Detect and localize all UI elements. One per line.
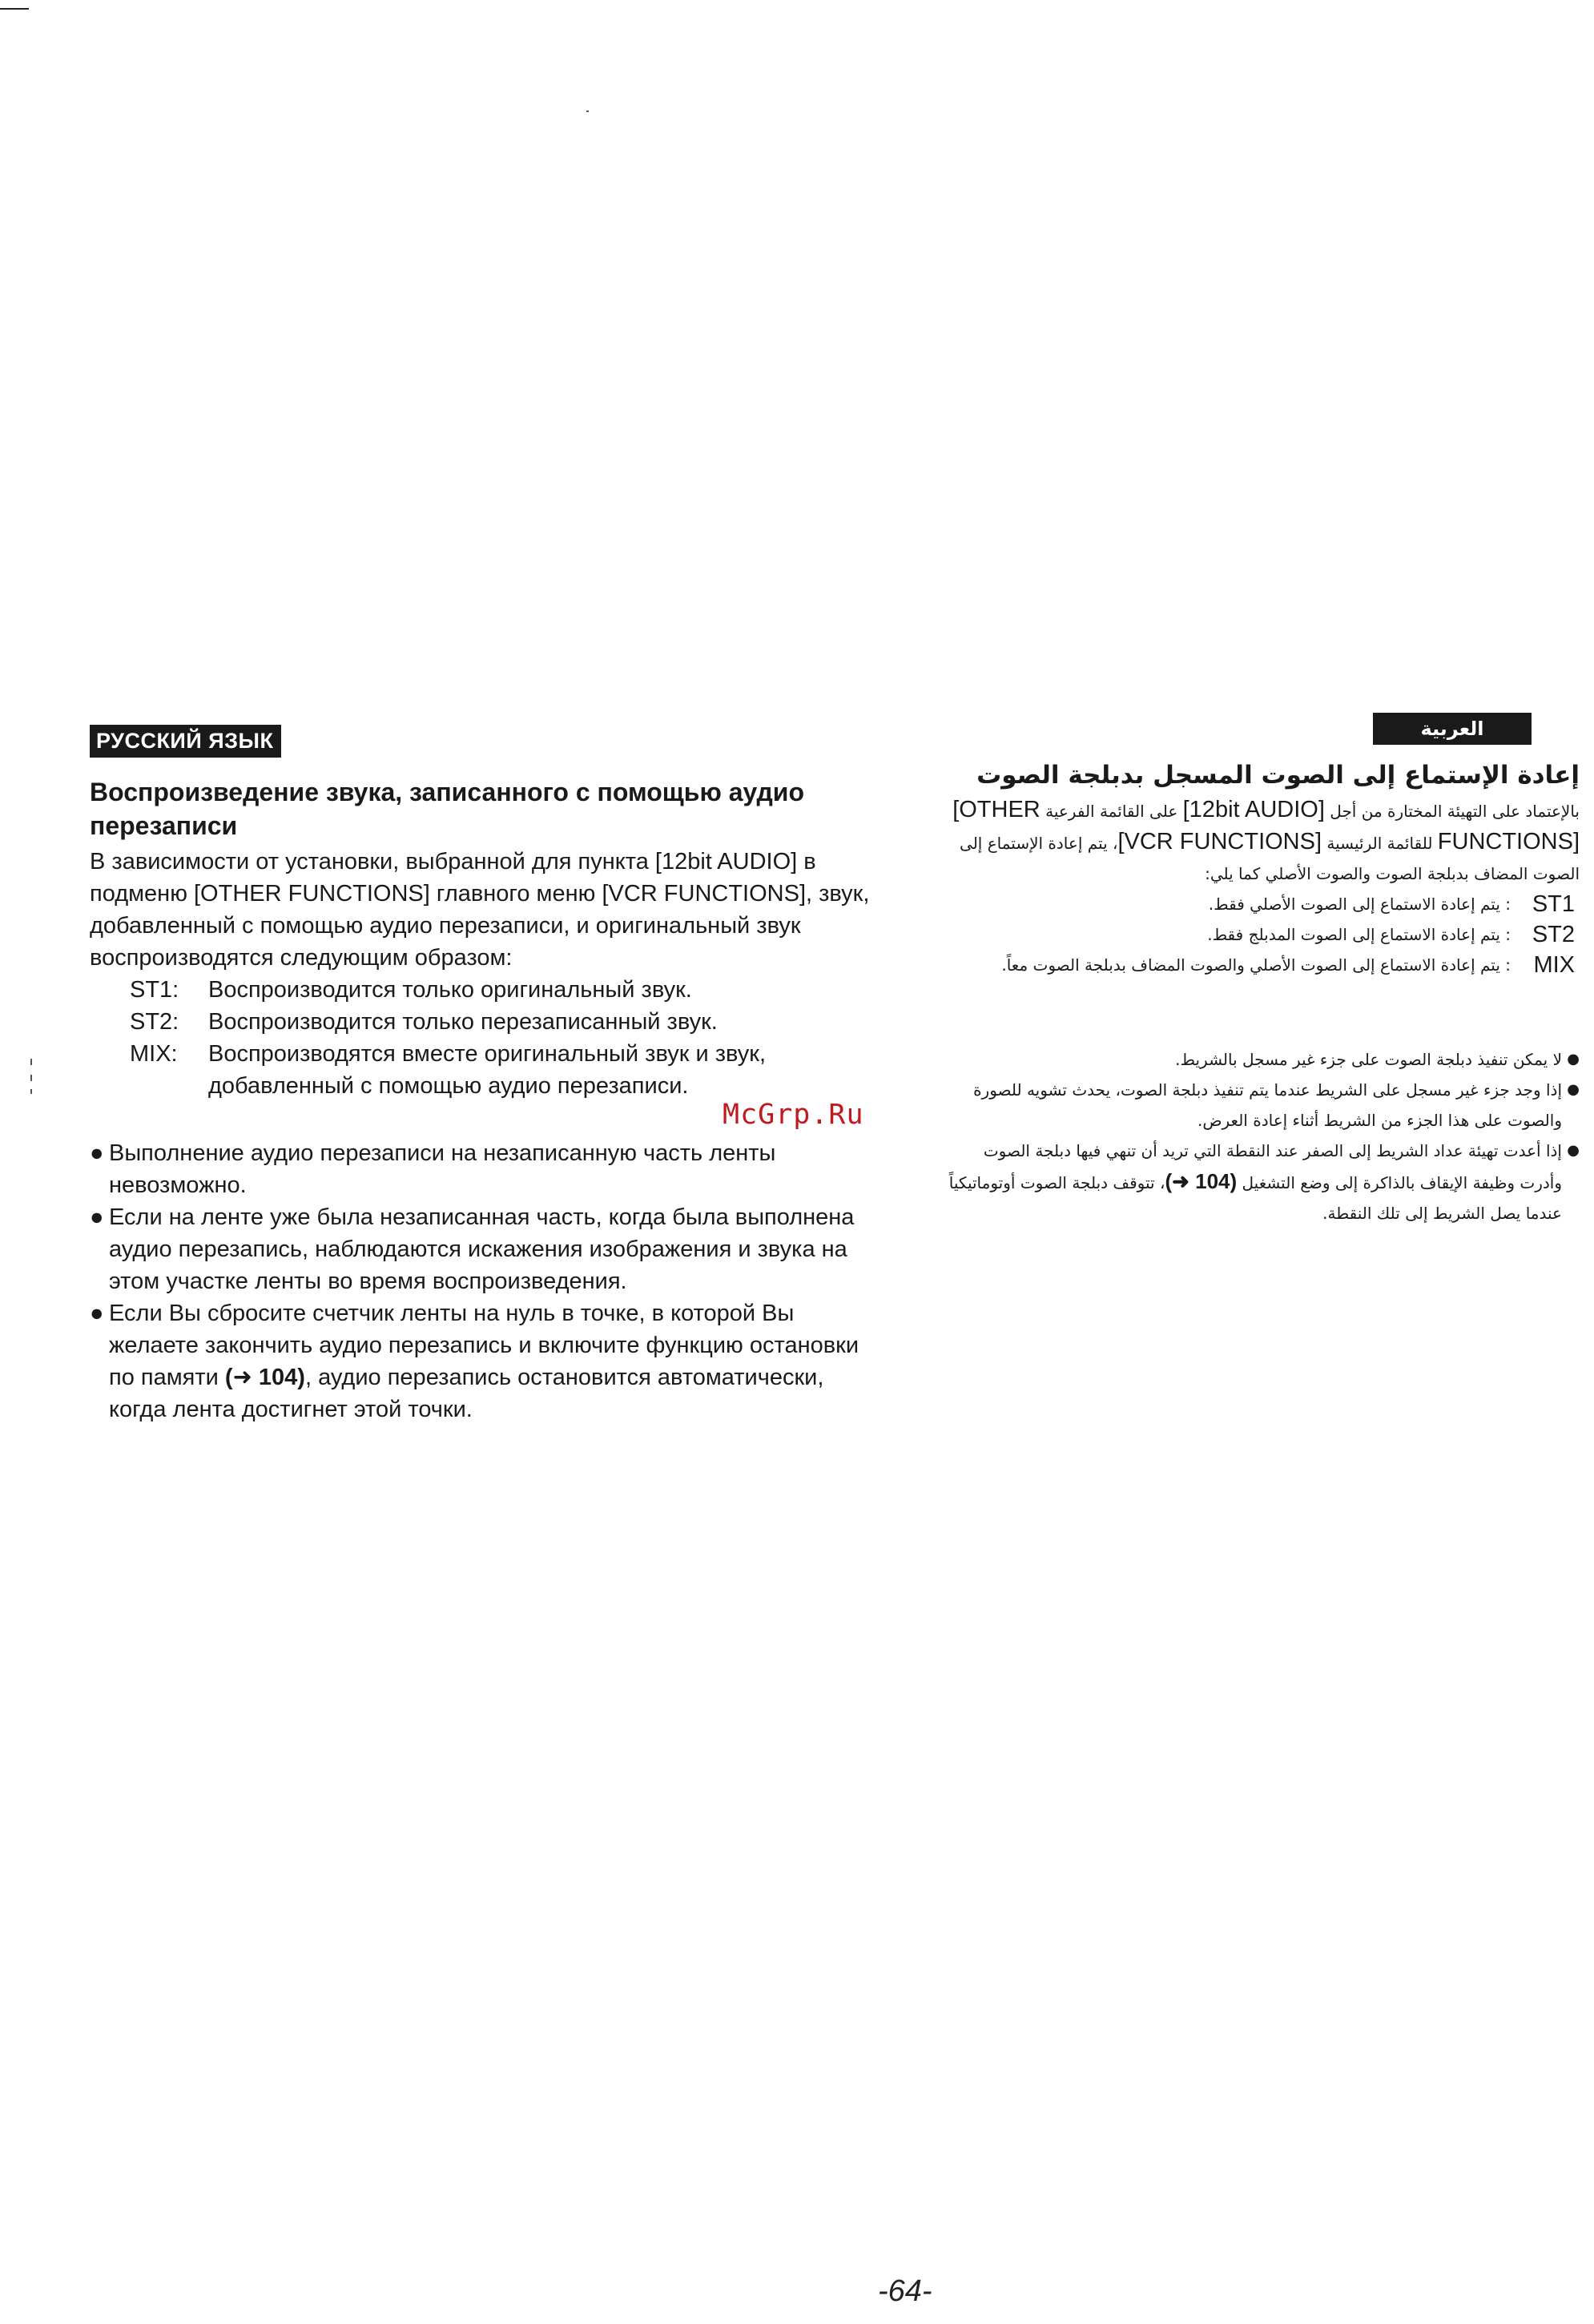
russian-intro: В зависимости от установки, выбранной для пункта [12bit AUDIO] в подменю [OTHER FUNCTIONS] главного меню [VCR FUNCTIONS], звук, добавленный с помощью аудио перезаписи, и оригинальный звук воспроизводятся следующим образом:	[90, 849, 870, 971]
mode-desc: Воспроизводится только оригинальный звук.	[208, 977, 692, 1003]
note-text: لا يمكن تنفيذ دبلجة الصوت على جزء غير مسجل بالشريط.	[1175, 1050, 1562, 1069]
note-item	[90, 1137, 883, 1201]
arabic-language-tag: العربية	[1373, 713, 1532, 745]
note-text: Выполнение аудио перезаписи на незаписанную часть ленты невозможно.	[109, 1140, 776, 1198]
mode-code: ST2	[1532, 922, 1575, 947]
corner-crop-mark	[0, 8, 29, 10]
note-text: إذا أعدت تهيئة عداد الشريط إلى الصفر عند النقطة التي تريد أن تنهي فيها دبلجة الصوت وأدرت وظيفة الإيقاف بالذاكرة إلى وضع التشغيل	[983, 1141, 1562, 1192]
intro-text: ، يتم إعادة الإستماع إلى الصوت المضاف بدبلجة الصوت والصوت الأصلي كما يلي:	[960, 834, 1580, 883]
mode-desc: Воспроизводятся вместе оригинальный звук и звук, добавленный с помощью аудио перезаписи.	[208, 1041, 767, 1099]
intro-text: بالإعتماد على التهيئة المختارة من أجل	[1330, 802, 1580, 821]
submenu-name: [OTHER FUNCTIONS]	[952, 797, 1580, 854]
mode-code: MIX	[1533, 952, 1575, 978]
russian-language-tag: РУССКИЙ ЯЗЫК	[90, 725, 281, 758]
intro-text: على القائمة الفرعية	[1045, 802, 1178, 821]
bullet-icon: ●	[1567, 1081, 1580, 1098]
page-reference: (➜ 104)	[224, 1365, 305, 1390]
mode-code: ST2:	[130, 1009, 179, 1035]
page-reference: (➜ 104)	[1165, 1169, 1238, 1193]
arabic-intro	[937, 794, 1580, 889]
note-text: إذا وجد جزء غير مسجل على الشريط عندما يتم تنفيذ دبلجة الصوت، يحدث تشويه للصورة والصوت على هذا الجزء من الشريط أثناء إعادة العرض.	[973, 1080, 1562, 1130]
russian-notes	[90, 1137, 883, 1425]
mode-code: ST1	[1532, 891, 1575, 917]
russian-section	[90, 725, 883, 1425]
arabic-notes	[937, 1044, 1580, 1228]
arabic-mode-list	[937, 889, 1580, 980]
note-item	[937, 1075, 1580, 1136]
note-item	[937, 1044, 1580, 1075]
menu-name: [VCR FUNCTIONS]	[1117, 829, 1322, 854]
bullet-icon: ●	[90, 1140, 104, 1166]
note-text: , аудио перезапись остановится автоматически, когда лента достигнет этой точки.	[109, 1365, 824, 1422]
note-text: ، تتوقف دبلجة الصوت أوتوماتيكياً عندما يصل الشريط إلى تلك النقطة.	[948, 1173, 1562, 1223]
mode-item	[90, 1006, 883, 1038]
mode-item	[937, 950, 1580, 980]
mode-item	[90, 974, 883, 1006]
watermark: McGrp.Ru	[723, 1099, 864, 1131]
note-text: Если Вы сбросите счетчик ленты на нуль в точке, в которой Вы желаете закончить аудио перезапись и включите функцию остановки по памяти	[109, 1301, 859, 1390]
mode-item	[90, 1038, 883, 1102]
page-number: -64-	[878, 2274, 932, 2308]
bullet-icon: ●	[90, 1204, 104, 1230]
mode-item	[937, 889, 1580, 919]
mode-desc: Воспроизводится только перезаписанный звук.	[208, 1009, 718, 1035]
bullet-icon: ●	[1567, 1142, 1580, 1159]
mode-desc: : يتم إعادة الاستماع إلى الصوت المدبلج فقط.	[1207, 925, 1511, 944]
mode-code: MIX:	[130, 1041, 178, 1067]
mode-desc: : يتم إعادة الاستماع إلى الصوت الأصلي فقط.	[1208, 895, 1511, 914]
mode-item	[937, 919, 1580, 950]
arabic-section	[937, 713, 1580, 1228]
arabic-title: إعادة الإستماع إلى الصوت المسجل بدبلجة الصوت	[976, 761, 1580, 790]
mode-code: ST1:	[130, 977, 179, 1003]
note-text: Если на ленте уже была незаписанная часть, когда была выполнена аудио перезапись, наблюдаются искажения изображения и звука на этом участке ленты во время воспроизведения.	[109, 1204, 855, 1294]
setting-name: [12bit AUDIO]	[1182, 797, 1325, 822]
note-item	[90, 1201, 883, 1297]
note-item	[90, 1297, 883, 1425]
note-item	[937, 1136, 1580, 1228]
intro-text: للقائمة الرئيسية	[1326, 834, 1433, 853]
bullet-icon: ●	[90, 1301, 104, 1326]
russian-mode-list	[90, 974, 883, 1102]
bullet-icon: ●	[1567, 1051, 1580, 1068]
russian-title: Воспроизведение звука, записанного с помощью аудио перезаписи	[90, 778, 805, 840]
mode-desc: : يتم إعادة الاستماع إلى الصوت الأصلي والصوت المضاف بدبلجة الصوت معاً.	[1001, 955, 1511, 975]
